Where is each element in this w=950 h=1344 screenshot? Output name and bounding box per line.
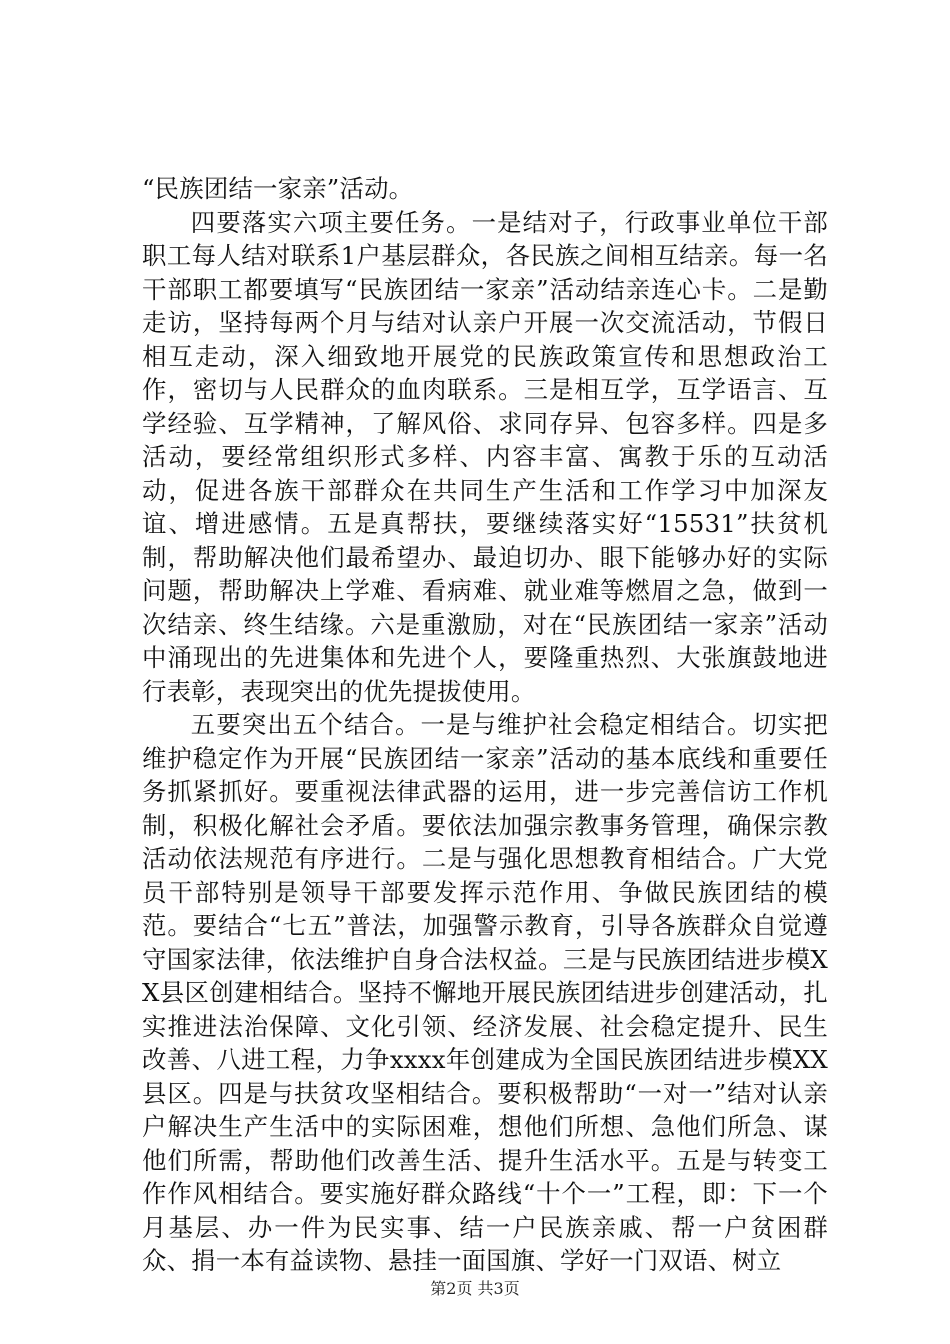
page-footer: 第2页 共3页 bbox=[430, 1279, 520, 1298]
paragraph-continuation: “民族团结一家亲”活动。 bbox=[142, 174, 414, 203]
paragraph-tasks: 四要落实六项主要任务。一是结对子，行政事业单位干部职工每人结对联系1户基层群众，各民族之间相互结亲。每一名干部职工都要填写“民族团结一家亲”活动结亲连心卡。二是勤走访，坚持每两个月与结对认亲户开展一次交流活动，节假日相互走动，深入细致地开展党的民族政策宣传和思想政治工作，密切与人民群众的血肉联系。三是相互学，互学语言、互学经验、互学精神，了解风俗、求同存异、包容多样。四是多活动，要经常组织形式多样、内容丰富、寓教于乐的互动活动，促进各族干部群众在共同生产生活和工作学习中加深友谊、增进感情。五是真帮扶，要继续落实好“15531”扶贫机制，帮助解决他们最希望办、最迫切办、眼下能够办好的实际问题，帮助解决上学难、看病难、就业难等燃眉之急，做到一次结亲、终生结缘。六是重激励，对在“民族团结一家亲”活动中涌现出的先进集体和先进个人，要隆重热烈、大张旗鼓地进行表彰，表现突出的优先提拔使用。 bbox=[142, 207, 828, 706]
paragraph-combinations: 五要突出五个结合。一是与维护社会稳定相结合。切实把维护稳定作为开展“民族团结一家亲”活动的基本底线和重要任务抓紧抓好。要重视法律武器的运用，进一步完善信访工作机制，积极化解社会矛盾。要依法加强宗教事务管理，确保宗教活动依法规范有序进行。二是与强化思想教育相结合。广大党员干部特别是领导干部要发挥示范作用、争做民族团结的模范。要结合“七五”普法，加强警示教育，引导各族群众自觉遵守国家法律，依法维护自身合法权益。三是与民族团结进步模XX县区创建相结合。坚持不懈地开展民族团结进步创建活动，扎实推进法治保障、文化引领、经济发展、社会稳定提升、民生改善、八进工程，力争xxxx年创建成为全国民族团结进步模XX县区。四是与扶贫攻坚相结合。要积极帮助“一对一”结对认亲户解决生产生活中的实际困难，想他们所想、急他们所急、谋他们所需，帮助他们改善生活、提升生活水平。五是与转变工作作风相结合。要实施好群众路线“十个一”工程，即：下一个月基层、办一件为民实事、结一户民族亲戚、帮一户贫困群众、捐一本有益读物、悬挂一面国旗、学好一门双语、树立 bbox=[142, 710, 828, 1275]
document-body bbox=[142, 172, 828, 1278]
